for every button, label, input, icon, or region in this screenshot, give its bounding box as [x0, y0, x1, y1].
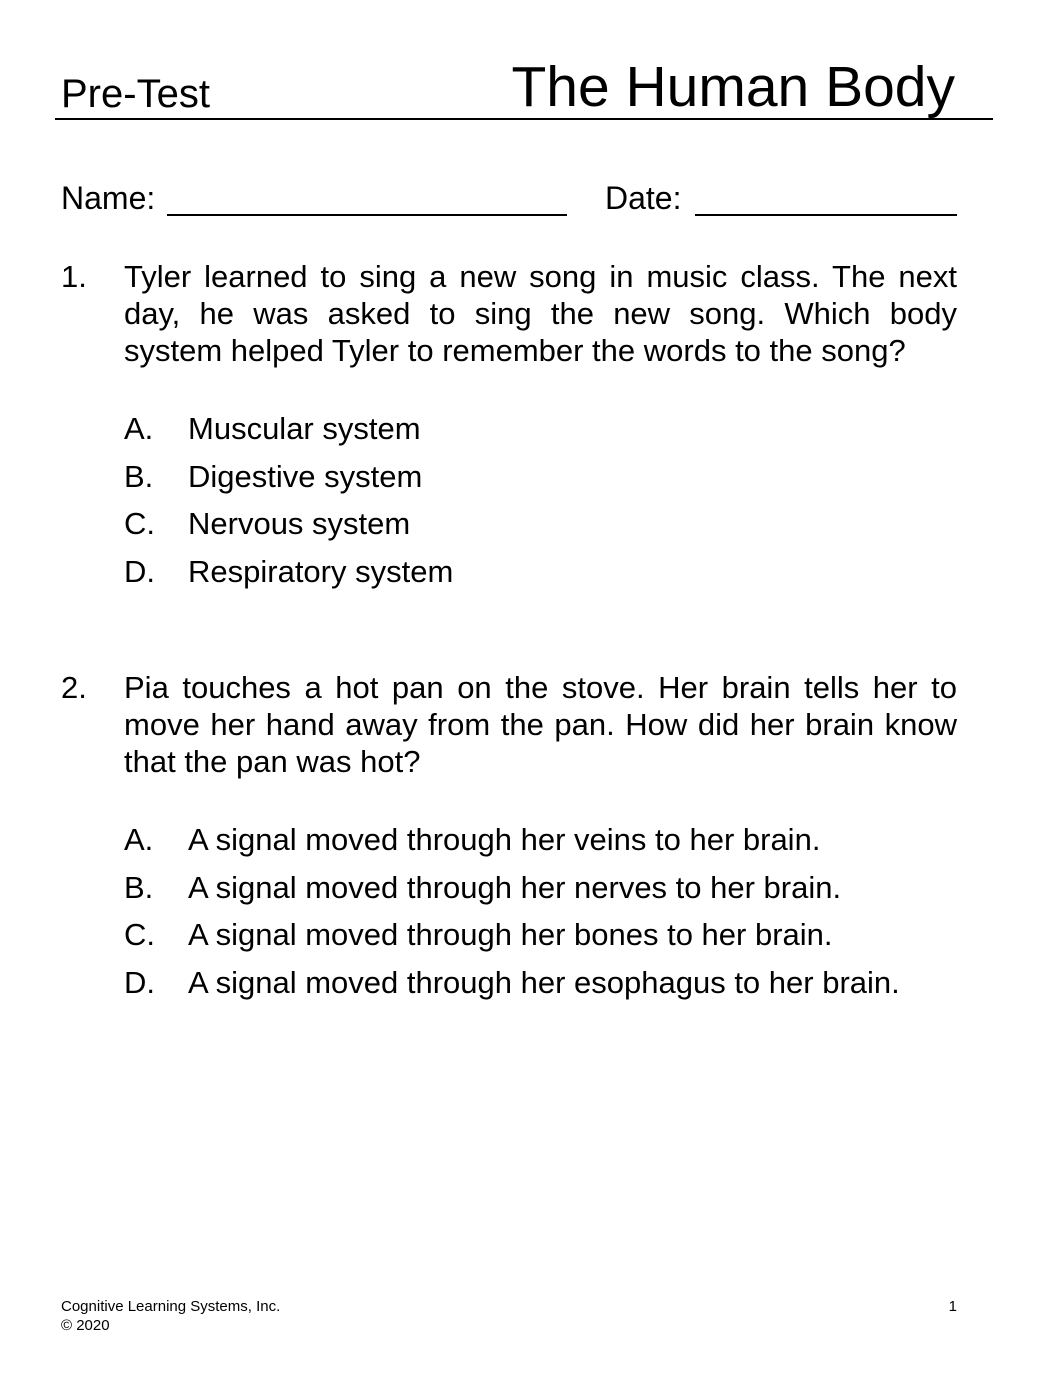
answer-options [124, 405, 957, 595]
name-label: Name: [61, 180, 156, 216]
footer-company: Cognitive Learning Systems, Inc. [61, 1298, 281, 1315]
option-text: A signal moved through her esophagus to her brain. [188, 964, 900, 1000]
answer-option[interactable] [124, 453, 957, 501]
page-header [55, 50, 993, 120]
option-text: Nervous system [188, 506, 411, 541]
footer-credits [61, 1297, 280, 1335]
answer-option[interactable] [124, 864, 957, 912]
date-field[interactable] [695, 214, 957, 216]
answer-options [124, 816, 957, 1006]
name-field[interactable] [167, 214, 567, 216]
option-text: A signal moved through her bones to her brain. [188, 917, 833, 952]
option-text: A signal moved through her nerves to her brain. [188, 869, 842, 905]
pretest-label: Pre-Test [61, 72, 210, 116]
question-text: Pia touches a hot pan on the stove. Her brain tells her to move her hand away from the pan. How did her brain know that the pan was hot? [124, 670, 957, 779]
answer-option[interactable] [124, 405, 957, 453]
option-letter: C. [124, 917, 155, 952]
footer-copyright: © 2020 [61, 1317, 110, 1334]
date-label: Date: [605, 180, 682, 216]
name-date-row [61, 178, 961, 218]
question-number: 2. [61, 670, 87, 705]
question-2 [61, 669, 957, 1006]
page-number: 1 [948, 1298, 957, 1315]
option-text: Digestive system [188, 458, 423, 494]
option-letter: D. [124, 964, 155, 1000]
option-text: A signal moved through her veins to her brain. [188, 822, 821, 857]
answer-option[interactable] [124, 959, 957, 1007]
answer-option[interactable] [124, 500, 957, 548]
question-1 [61, 258, 957, 595]
option-text: Respiratory system [188, 553, 454, 589]
option-text: Muscular system [188, 411, 421, 446]
question-number: 1. [61, 259, 87, 294]
option-letter: C. [124, 506, 155, 541]
option-letter: A. [124, 822, 154, 857]
answer-option[interactable] [124, 911, 957, 959]
page-title: The Human Body [511, 55, 955, 119]
option-letter: A. [124, 411, 154, 446]
answer-option[interactable] [124, 816, 957, 864]
option-letter: D. [124, 553, 155, 589]
option-letter: B. [124, 458, 154, 494]
question-text: Tyler learned to sing a new song in music class. The next day, he was asked to sing the new song. Which body system helped Tyler to remember the words to the song? [124, 259, 957, 368]
answer-option[interactable] [124, 548, 957, 596]
option-letter: B. [124, 869, 154, 905]
